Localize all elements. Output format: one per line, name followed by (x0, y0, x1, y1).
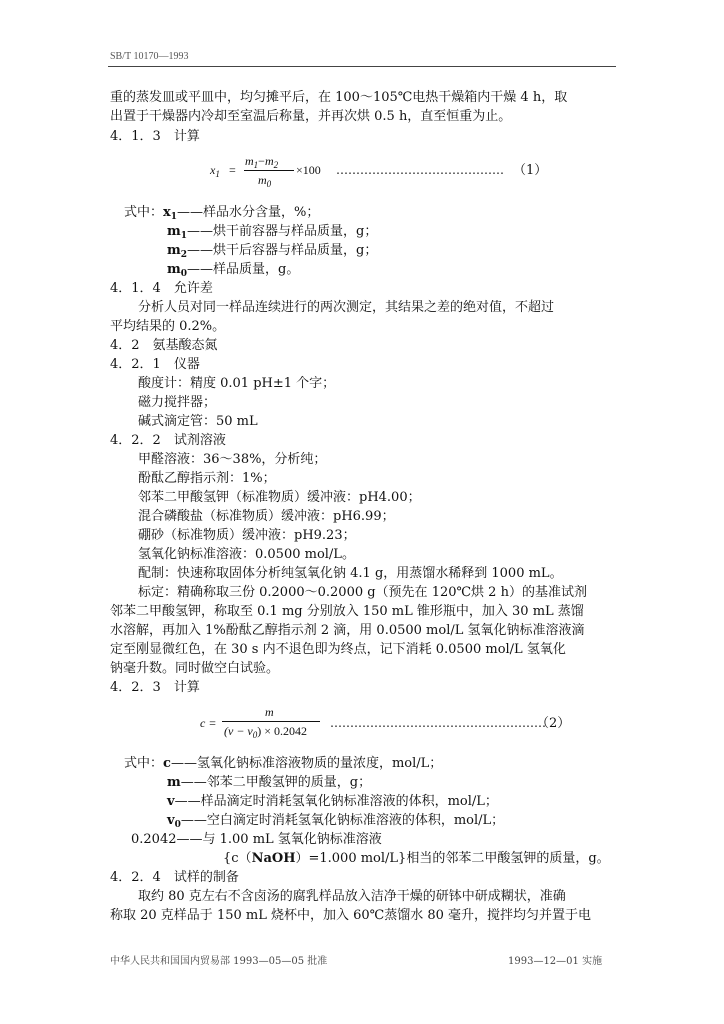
footer-implementation: 1993—12—01 实施 (508, 956, 603, 967)
section-4-2-2-heading: 4．2．2 试剂溶液 (110, 433, 226, 448)
formula-1-equals: = (229, 163, 236, 177)
header-code: SB/T 10170—1993 (110, 51, 189, 62)
where-line-m1: $m_1——$烘干前容器与样品质量，g； (167, 224, 378, 241)
where-line-x1: 式中：$x_1——$样品水分含量，%； (124, 205, 320, 222)
text-line-18: 酚酞乙醇指示剂：1%； (138, 471, 276, 486)
text-line-21: 硼砂（标准物质）缓冲液：pH9.23； (138, 528, 356, 543)
where-line-m: m——邻苯二甲酸氢钾的质量，g； (167, 775, 372, 790)
text-line-14: 磁力搅拌器； (138, 395, 217, 410)
where-line-c: 式中：c——氢氧化钠标准溶液物质的量浓度，mol/L； (124, 756, 443, 771)
text-line-13: 酸度计：精度 0.01 pH±1 个字； (138, 376, 336, 391)
formula-2-denominator: $(v - v_0) \times 0.2042$ (224, 724, 308, 740)
text-line-23: 配制：快速称取固体分析纯氢氧化钠 4.1 g，用蒸馏水稀释到 1000 mL。 (138, 566, 563, 581)
text-line-19: 邻苯二甲酸氢钾（标准物质）缓冲液：pH4.00； (138, 490, 421, 505)
text-line-20: 混合磷酸盐（标准物质）缓冲液：pH6.99； (138, 509, 395, 524)
section-4-1-4-heading: 4．1．4 允许差 (110, 281, 213, 296)
section-4-2-1-heading: 4．2．1 仪器 (110, 357, 200, 372)
footer-approval: 中华人民共和国国内贸易部 1993—05—05 批准 (110, 956, 328, 967)
text-line-27: 定至刚显微红色，在 30 s 内不退色即为终点，记下消耗 0.0500 mol/L 氢氧化 (110, 642, 566, 657)
where-line-naoh: {c（NaOH）=1.000 mol/L}相当的邻苯二甲酸氢钾的质量，g。 (223, 851, 610, 866)
where-line-v0: $v_0——$空白滴定时消耗氢氧化钠标准溶液的体积，mol/L； (167, 813, 505, 830)
section-4-2-4-heading: 4．2．4 试样的制备 (110, 870, 239, 885)
where-line-m0: $m_0——$样品质量，g。 (167, 262, 300, 279)
section-4-2-heading: 4．2 氨基酸态氮 (110, 338, 218, 353)
section-4-1-3-heading: 4．1．3 计算 (110, 129, 200, 144)
header-rule (108, 66, 616, 67)
text-line-26: 水溶解，再加入 1%酚酞乙醇指示剂 2 滴，用 0.0500 mol/L 氢氧化钠标准溶液滴 (110, 623, 585, 638)
text-line-37: 取约 80 克左右不含卤汤的腐乳样品放入洁净干燥的研钵中研成糊状，准确 (138, 889, 566, 904)
text-line-25: 邻苯二甲酸氢钾，称取至 0.1 mg 分别放入 150 mL 锥形瓶中，加入 30 mL 蒸馏 (110, 604, 584, 619)
where-line-0-2042: 0.2042——与 1.00 mL 氢氧化钠标准溶液 (131, 832, 382, 847)
text-line-2: 出置于干燥器内冷却至室温后称量，并再次烘 0.5 h，直至恒重为止。 (110, 109, 512, 124)
text-line-17: 甲醛溶液：36～38%，分析纯； (138, 452, 327, 467)
where-line-v: v——样品滴定时消耗氢氧化钠标准溶液的体积，mol/L； (167, 794, 498, 809)
text-line-1: 重的蒸发皿或平皿中，均匀摊平后，在 100～105℃电热干燥箱内干燥 4 h，取 (110, 90, 568, 105)
formula-1-numerator: $m_1-m_2$ (245, 154, 279, 170)
where-line-m2: $m_2——$烘干后容器与样品质量，g； (167, 243, 378, 260)
formula-1-leader-dots: …………………………………… (336, 163, 504, 177)
formula-1-denominator: $m_0$ (258, 173, 272, 189)
text-line-24: 标定：精确称取三份 0.2000～0.2000 g（预先在 120℃烘 2 h）的基准试剂 (138, 585, 587, 600)
formula-2-numerator: m (265, 705, 274, 719)
formula-2-leader-dots: ……………………………………………… (330, 716, 546, 730)
formula-1-fraction-bar (244, 170, 294, 171)
text-line-9: 分析人员对同一样品连续进行的两次测定，其结果之差的绝对值，不超过 (138, 300, 555, 315)
section-4-2-3-heading: 4．2．3 计算 (110, 680, 200, 695)
formula-1-lhs: $x_1$ (210, 163, 220, 179)
text-line-10: 平均结果的 0.2%。 (110, 319, 226, 334)
formula-1-times-100: ×100 (296, 163, 321, 177)
formula-2-number: （2） (536, 716, 571, 731)
text-line-28: 钠毫升数。同时做空白试验。 (110, 661, 280, 676)
text-line-38: 称取 20 克样品于 150 mL 烧杯中，加入 60℃蒸馏水 80 毫升，搅拌均匀并置于电 (110, 908, 592, 923)
formula-1-number: （1） (513, 163, 548, 178)
formula-2-lhs: c = (200, 716, 217, 730)
formula-2-fraction-bar (222, 721, 320, 722)
text-line-22: 氢氧化钠标准溶液：0.0500 mol/L。 (138, 547, 355, 562)
text-line-15: 碱式滴定管：50 mL (138, 414, 258, 429)
